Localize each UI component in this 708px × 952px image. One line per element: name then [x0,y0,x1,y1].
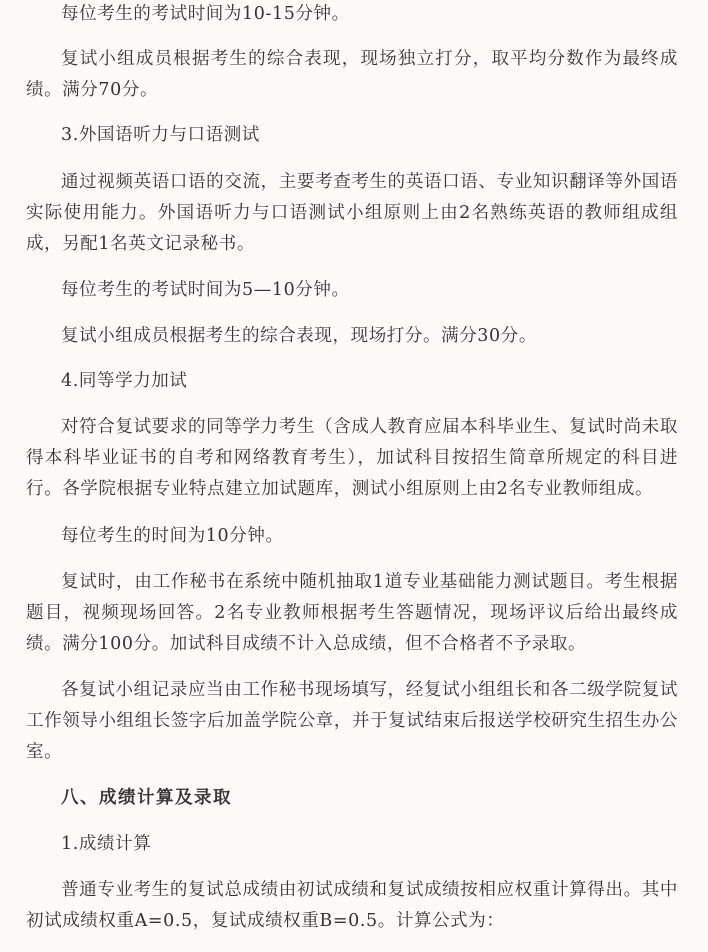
paragraph-exam-time-10: 每位考生的时间为10分钟。 [61,526,284,546]
paragraph-scoring-30: 复试小组成员根据考生的综合表现，现场打分。满分30分。 [61,326,537,346]
paragraph-scoring-70: 复试小组成员根据考生的综合表现，现场独立打分，取平均分数作为最终成绩。满分70分。 [26,49,678,100]
paragraph-foreign-language-description: 通过视频英语口语的交流，主要考查考生的英语口语、专业知识翻译等外国语实际使用能力。外国语听力与口语测试小组原则上由2名熟练英语的教师组成组成，另配1名英文记录秘书。 [26,172,678,254]
paragraph-equivalent-ability-description: 对符合复试要求的同等学力考生（含成人教育应届本科毕业生、复试时尚未取得本科毕业证书的自考和网络教育考生），加试科目按招生简章所规定的科目进行。各学院根据专业特点建立加试题库，测试小组原则上由2名专业教师组成。 [26,417,678,499]
paragraph-record-submission: 各复试小组记录应当由工作秘书现场填写，经复试小组组长和各二级学院复试工作领导小组组长签字后加盖学院公章，并于复试结束后报送学校研究生招生办公室。 [26,680,678,762]
section-heading-score-calculation: 八、成绩计算及录取 [61,788,232,808]
subheading-foreign-language-test: 3.外国语听力与口语测试 [61,125,260,145]
subheading-equivalent-ability-test: 4.同等学力加试 [61,371,188,391]
paragraph-exam-time-10-15: 每位考生的考试时间为10-15分钟。 [61,4,350,24]
subheading-score-calculation: 1.成绩计算 [61,834,152,854]
paragraph-interview-procedure: 复试时，由工作秘书在系统中随机抽取1道专业基础能力测试题目。考生根据题目，视频现场回答。2名专业教师根据考生答题情况，现场评议后给出最终成绩。满分100分。加试科目成绩不计入总成绩，但不合格者不予录取。 [26,572,678,654]
paragraph-exam-time-5-10: 每位考生的考试时间为5—10分钟。 [61,280,350,300]
paragraph-score-formula-intro: 普通专业考生的复试总成绩由初试成绩和复试成绩按相应权重计算得出。其中初试成绩权重A=0.5，复试成绩权重B=0.5。计算公式为： [26,880,678,931]
